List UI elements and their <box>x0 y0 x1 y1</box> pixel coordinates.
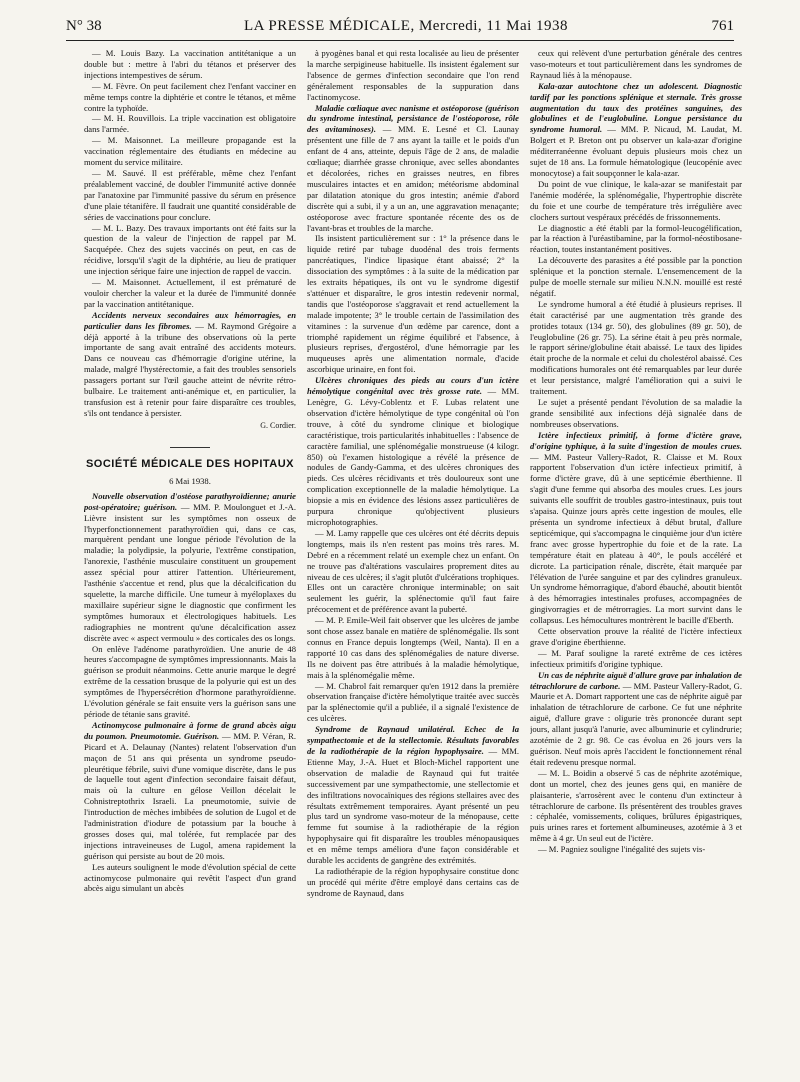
article-text: — MM. Pasteur Vallery-Radot, G. Maurie et A. Domart rapportent une cas de néphrite aiguë par inhalation de tétrachlorure de carbone. Ce fut une néphrite aiguë, d'allure grave : oligurie très prononcée durant sept jours, allant jusqu'à l'anurie, avec albuminurie et cylindrurie; azotémie de 2 gr. 98. Ce cas évolua en 26 jours vers la guérison. Neuf mois après l'accident le fonctionnement rénal était redevenu presque normal. <box>530 680 742 767</box>
paragraph: ceux qui relèvent d'une perturbation générale des centres vaso-moteurs et tout particulièrement dans les syndromes de Raynaud liés à la ménopause. <box>530 48 742 80</box>
paragraph: — M. Paraf souligne la rareté extrême de ces ictères infectieux primitifs d'origine typhique. <box>530 647 742 669</box>
article <box>84 310 296 419</box>
paragraph: — M. P. Emile-Weil fait observer que les ulcères de jambe sont chose assez banale en matière de splénomégalie. Ils sont connus en France depuis longtemps (Weil, Nanta). Il en a rapporté 10 cas dans des splénomégalies de nature diverse. Ils ne doivent pas être attribués à la maladie hémolytique, mais à la splénomégalie même. <box>307 615 519 680</box>
paragraph: La découverte des parasites a été possible par la ponction splénique et la ponction sternale. L'ensemencement de la pulpe de moelle sternale sur milieu N.N.N. mouillé est resté négatif. <box>530 255 742 298</box>
article-title: Un cas de néphrite aiguë d'allure grave par inhalation de tétrachlorure de carbone. <box>530 669 742 691</box>
paragraph: Ils insistent particulièrement sur : 1° la présence dans le liquide retiré par tubage duodénal des trois ferments pancréatiques, l'indice lipasique étant abaissé; 2° la dissociation des symptômes : à la suite de la médication par les extraits hépatiques, ils ont vu le syndrome digestif s'atténuer et disparaître, le gros intestin redevenir normal, tandis que l'ostéoporose s'aggravait et rend actuellement la malade impotente; 3° le trouble certain de l'assimilation des vitamines : la survenue d'un œdème par carence, dont a triomphé rapidement un régime équilibré et l'absence, à plusieurs reprises, d'ergostérol, d'une hémorragie par les muqueuses après une alimentation normale, d'acide ascorbique urinaire, en font foi. <box>307 233 519 375</box>
paragraph: — M. Maisonnet. La meilleure propagande est la vaccination réglementaire des étudiants en médecine au moment du service militaire. <box>84 135 296 168</box>
article <box>84 720 296 862</box>
paragraph: à pyogènes banal et qui resta localisée au lieu de présenter la marche serpigineuse habituelle. Ils insistent également sur l'absence de germes d'infection secondaire que l'on rend généralement responsables de la suppuration dans l'actinomycose. <box>307 48 519 102</box>
article <box>530 430 742 626</box>
article-title: Actinomycose pulmonaire à forme de grand abcès aigu du poumon. Pneumotomie. Guérison. <box>84 719 296 741</box>
paragraph: — M. L. Bazy. Des travaux importants ont été faits sur la question de la valeur de l'injection de rappel par M. Sacquépée. Chez des sujets vaccinés on peut, en cas de récidive, lorsqu'il s'agit de la diphtérie, au lieu de pratiquer une injection sérique faire une injection de rappel de vaccin. <box>84 222 296 277</box>
journal-title: LA PRESSE MÉDICALE, Mercredi, 11 Mai 1938 <box>243 18 569 34</box>
article-title: Maladie cœliaque avec nanisme et ostéoporose (guérison du syndrome intestinal, persistance de l'ostéoporose, rôle des avitaminoses). <box>307 102 519 135</box>
signature: G. Cordier. <box>260 420 296 430</box>
article <box>530 670 742 768</box>
paragraph: — M. Louis Bazy. La vaccination antitétanique a un double but : mettre à l'abri du tétanos et préserver des injections intempestives de sérum. <box>84 48 296 80</box>
article-text: — M. Raymond Grégoire a déjà apporté à la tribune des observations où la perte importante de sang avait entraîné des accidents moteurs. Dans ce nouveau cas d'hémorragie d'origine utérine, la malade, malgré l'hystérectomie, a fait des troubles sensoriels passagers portant sur l'œil gauche atteint de névrite rétro-bulbaire. Le traitement anti-anémique et, en particulier, la transfusion est à retenir pour faire disparaître ces troubles, s'ils ont tendance à persister. <box>84 320 296 418</box>
column-1 <box>84 48 296 1072</box>
article-title: Nouvelle observation d'ostéose parathyroïdienne; anurie post-opératoire; guérison. <box>84 490 296 512</box>
page-header <box>66 18 734 40</box>
article <box>84 491 296 644</box>
paragraph: — M. Maisonnet. Actuellement, il est prématuré de vouloir chercher la valeur et la durée de l'immunité donnée par la vaccination antitétanique. <box>84 277 296 309</box>
paragraph: Les auteurs soulignent le mode d'évolution spécial de cette actinomycose pulmonaire qui revêtit l'aspect d'un grand abcès aigu simulant un abcès <box>84 861 296 894</box>
paragraph: Du point de vue clinique, le kala-azar se manifestait par l'anémie modérée, la splénomégalie, l'hypertrophie discrète du foie et une courbe de température très irrégulière avec clochers surtout vespéraux précédés de frissonnements. <box>530 178 742 222</box>
paragraph: — M. Sauvé. Il est préférable, même chez l'enfant préalablement vacciné, de doubler l'immunité active donnée par l'anatoxine par l'immunité passive du sérum en présence d'une plaie tétanifère. Il faudrait une quantité considérable de séries de vaccinations pour conclure. <box>84 167 296 222</box>
article-text: — MM. Pasteur Vallery-Radot, R. Claisse et M. Roux rapportent l'observation d'un ictère infectieux primitif, à forme d'ictère grave, dû à une septicémie éberthienne. Il s'agit d'une femme qui absorba des moules crues. Les jours suivants elle souffrit de troubles gastro-intestinaux, puis tout s'apaisa. Quinze jours après cette ingestion de moules, elle présenta un syndrome infectieux à début brutal, d'allure septicémique, qui s'accompagna le cinquième jour d'un ictère franc avec grosse hypertrophie du foie et de la rate. La température était en plateau à 40°, le pouls accéléré et dicrote. La participation rénale, discrète, était marquée par l'élévation de l'urée sanguine et par des cylindres granuleux. Un syndrome hémorragique, d'abord ébauché, aboutit bientôt à des hémorragies intestinales profuses, accompagnées de gingivorragies et de métrorragies. La mort survint dans le collapsus. Les hémocultures montrèrent le bacille d'Eberth. <box>530 451 742 626</box>
article-text: — MM. P. Véran, R. Picard et A. Delaunay (Nantes) relatent l'observation d'un maçon de 51 ans qui présenta un syndrome pseudo-pleurétique fébrile, suivi d'une vomique discrète, dans le pus de laquelle tout agent d'infection secondaire faisait défaut, mais où la culture en gélose Veillon décelait le Cohnistreptothrix Israeli. La pneumotomie, suivie de l'introduction de mèches imbibées de solution de Lugol et de l'administration d'iodure de potassium par la bouche à grosses doses qui, mal tolérée, fut remplacée par des injections intraveineuses de Lugol, amena rapidement la guérison qui persiste au bout de 20 mois. <box>84 730 296 861</box>
article-text: — MM. P. Nicaud, M. Laudat, M. Bolgert et P. Breton ont pu observer un kala-azar d'origine méditerranéenne évoluant depuis plusieurs mois chez un sujet de 18 ans. La formule hématologique (leucopénie avec monocytose) a fait soupçonner le kala-azar. <box>530 124 742 178</box>
paragraph: La radiothérapie de la région hypophysaire constitue donc un procédé qui mérite d'être employé dans certains cas de syndrome de Raynaud, dans <box>307 865 519 898</box>
article-title: Ictère infectieux primitif, à forme d'ictère grave, d'origine typhique, à la suite d'ingestion de moules crues. <box>530 429 742 451</box>
paragraph: — M. Lamy rappelle que ces ulcères ont été décrits depuis longtemps, mais ils n'en restent pas moins très rares. M. Debré en a récemment relaté un exemple chez un enfant. On ne trouve pas d'altérations vasculaires proprement dites au niveau de ces ulcères; il s'agit plutôt d'ulcérations trophiques. Elles ont un caractère chronique interminable; on sait seulement les guérir, la splénectomie qu'il faut faire précocement et de préférence avant la puberté. <box>307 527 519 615</box>
article-title: Accidents nerveux secondaires aux hémorragies, en particulier dans les fibromes. <box>84 309 296 331</box>
paragraph: Cette observation prouve la réalité de l'ictère infectieux grave d'origine éberthienne. <box>530 626 742 647</box>
paragraph: On enlève l'adénome parathyroïdien. Une anurie de 48 heures s'accompagne de symptômes impressionnants. Mais la guérison se produit néanmoins. Cette anurie marque le degré extrême de la cessation brusque de la polyurie qui est un des symptômes de l'hypersécrétion d'hormone parathyroïdienne. L'évolution générale se fait ensuite vers la guérison sans une période de tétanie sans gravité. <box>84 643 296 719</box>
article <box>530 81 742 179</box>
paragraph: — M. Chabrol fait remarquer qu'en 1912 dans la première observation française d'ictère hémolytique traitée avec succès par la splénectomie qu'il a publiée, il a signalé l'existence de ces ulcères. <box>307 680 519 724</box>
column-3 <box>530 48 742 1072</box>
session-date: 6 Mai 1938. <box>169 475 211 486</box>
header-rule <box>66 40 734 41</box>
article <box>307 375 519 528</box>
article <box>307 724 519 866</box>
separator <box>170 447 210 448</box>
article-text: — MM. P. Moulonguet et J.-A. Lièvre insistent sur les symptômes non osseux de l'hyperfonctionnement parathyroïdien qui, dans ce cas, marquèrent pendant une longue période l'évolution de la maladie; la polydipsie, la polyurie, l'extrême constipation, l'anorexie, l'asthénie musculaire constituent un groupement assez spécial pour attirer l'attention. Ultérieurement, l'asthénie s'accentue et rend, plus que la décalcification du squelette, la marche difficile. Une tumeur à myéloplaxes du maxillaire supérieur signe le diagnostic que confirment les symptômes humoraux et électrologiques habituels. Les radiographies ne montrent qu'une décalcification assez discrète avec « aspect vermoulu » des corticales des os longs. <box>84 501 296 643</box>
page-number: 761 <box>711 18 734 34</box>
article-title: Kala-azar autochtone chez un adolescent. Diagnostic tardif par les ponctions splénique et sternale. Très grosse augmentation du taux des protéines sanguines, des globulines et de l'euglobuline. Longue persistance du syndrome humoral. <box>530 80 742 135</box>
paragraph: — M. L. Boidin a observé 5 cas de néphrite azotémique, dont un mortel, chez des jeunes gens qui, en manière de plaisanterie, s'arrosèrent avec le contenu d'un extincteur à tétrachlorure de carbone. Ils présentèrent des troubles graves : céphalée, vomissements, coliques, brûlures épigastriques, puis urines rares et fortement albumineuses, azotémie à 3 et même à 4 gr. Un seul eut de l'ictère. <box>530 767 742 844</box>
article <box>307 103 519 234</box>
paragraph: Le syndrome humoral a été étudié à plusieurs reprises. Il était caractérisé par une augmentation très grande des protides totaux (134 gr. 50), des globulines (89 gr. 50), de l'euglobuline (26 gr. 75). La sérine était à peu près normale, le rapport sérine/globuline était abaissé. Le taux des lipides était proche de la normale et celui du cholestérol abaissé. Ces modifications humorales ont été remarquables par leur durée et leur persistance, malgré l'amélioration qui a suivi le traitement. <box>530 298 742 397</box>
paragraph: — M. H. Rouvillois. La triple vaccination est obligatoire dans l'armée. <box>84 113 296 135</box>
column-2 <box>307 48 519 1072</box>
article-title: Ulcères chroniques des pieds au cours d'un ictère hémolytique congénital avec très grosse rate. <box>307 375 519 397</box>
article-text: — MM. Lenègre, G. Lévy-Coblentz et F. Lubas relatent une observation d'ictère hémolytique de type congénital où l'on trouve, à côté du syndrome clinique et biologique caractéristique, trois particularités inhabituelles : l'absence de caractère familial, une splénomégalie monstrueuse (4 kilogr. 850) où l'examen histologique a révélé la présence de nodules de Gandy-Gamma, et des ulcères chroniques des pieds. Ces ulcères récidivants et très douloureux sont une complication exceptionnelle de la maladie hémolytique. La biopsie a mis en évidence des lésions assez particulières de purpura chronique qu'objectivent plusieurs microphotographies. <box>307 386 519 527</box>
section-title: SOCIÉTÉ MÉDICALE DES HOPITAUX <box>85 457 295 470</box>
issue-number: N° 38 <box>66 18 102 34</box>
paragraph: Le diagnostic a été établi par la formol-leucogélification, par la réaction à l'uréastibamine, par la formol-néostibosane-réaction, toutes instantanément positives. <box>530 222 742 255</box>
paragraph: — M. Fèvre. On peut facilement chez l'enfant vacciner en même temps contre la diphtérie et contre le tétanos, et même contre la typhoïde. <box>84 80 296 113</box>
paragraph: Le sujet a présenté pendant l'évolution de sa maladie la grande sensibilité aux infections déjà signalée dans de nombreuses observations. <box>530 397 742 429</box>
article-title: Syndrome de Raynaud unilatéral. Echec de la sympathectomie et de la stellectomie. Résultats favorables de la radiothérapie de la région hypophysaire. <box>307 724 519 756</box>
article-text: — MM. Etienne May, J.-A. Huet et Bloch-Michel rapportent une observation de maladie de Raynaud qui fut traitée successivement par une sympathectomie, une stellectomie et des infiltrations novocaïniques des régions stellaires avec des résultats extrêmement temporaires. Ayant présenté un peu plus tard un syndrome vaso-moteur de la ménopause, cette femme fut soumise à la radiothérapie de la région hypophysaire qui fit disparaître les troubles ménopausiques et en même temps améliora d'une façon considérable et durable les accidents de gangrène des extrémités. <box>307 746 519 866</box>
paragraph: — M. Pagniez souligne l'inégalité des sujets vis- <box>538 844 706 855</box>
article-text: — MM. E. Lesné et Cl. Launay présentent une fille de 7 ans ayant la taille et le poids d'un enfant de 4 ans, atteinte, depuis l'âge de 2 ans, de maladie cœliaque; diarrhée grasse chronique, avec selles abondantes et décolorées, riches en graisses neutres, en fibres musculaires intactes et en amidon; météorisme abdominal par dilatation atonique du gros intestin; anémie d'abord discrète qui a subi, il y a un an, une aggravation menaçante; ostéoporose avec fracture spontanée récente des os de l'avant-bras et troubles de la marche. <box>307 124 519 233</box>
